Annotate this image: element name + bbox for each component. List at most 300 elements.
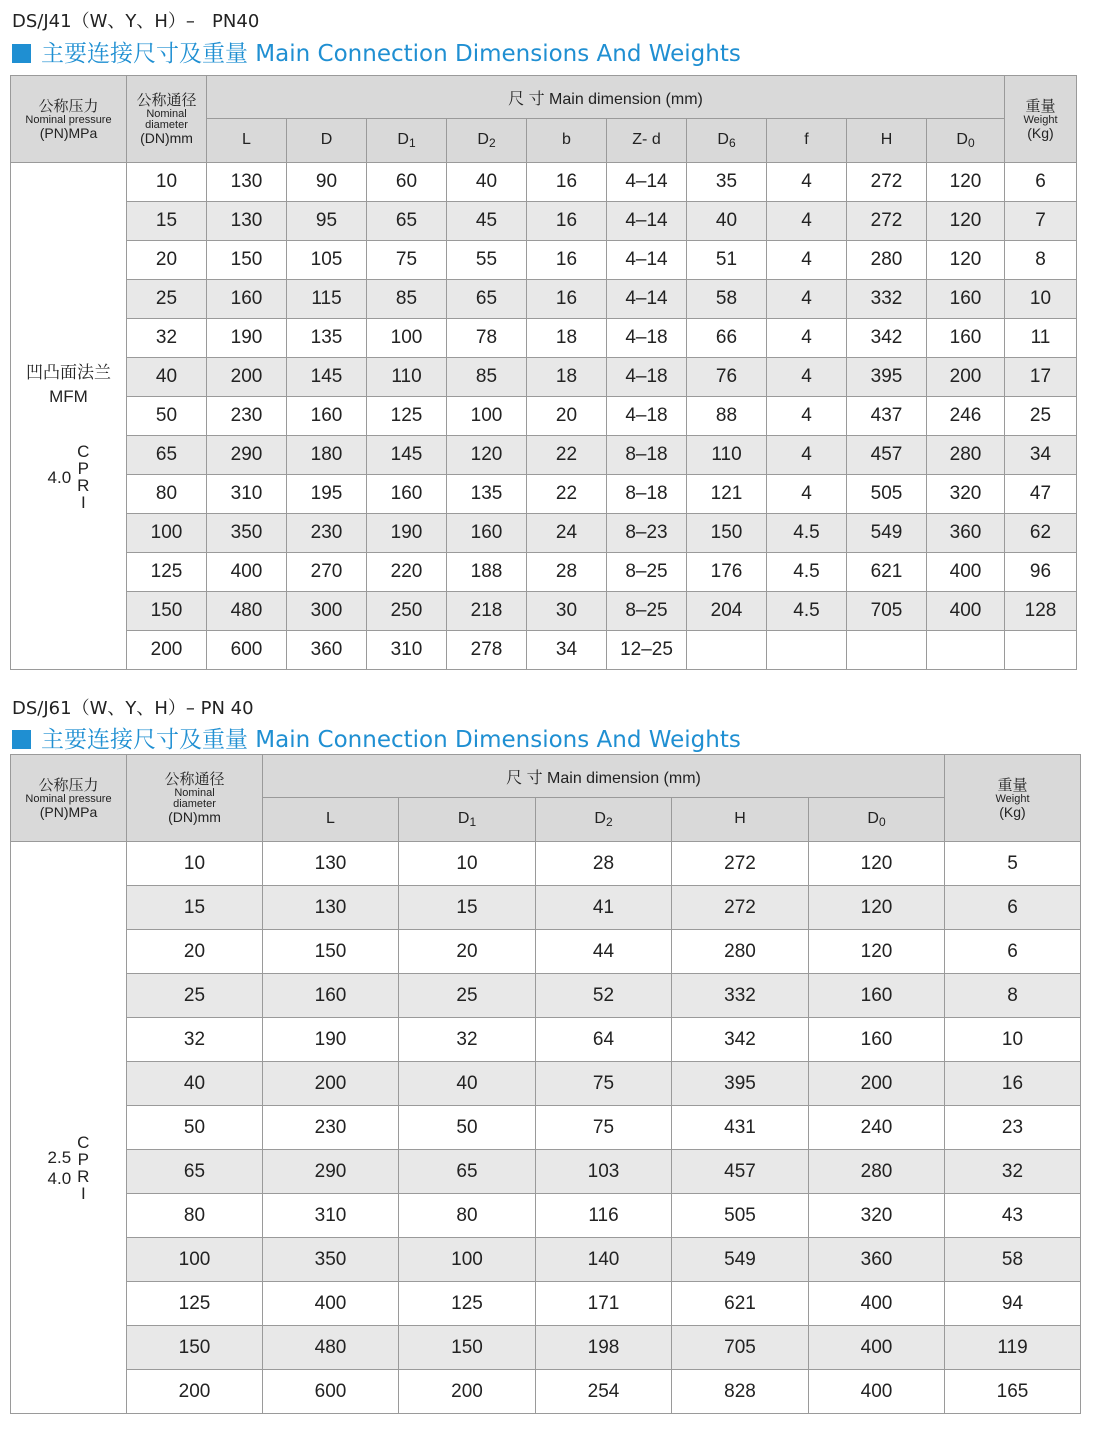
table-row [11, 1018, 1081, 1062]
column-header-subscript: 2 [488, 136, 496, 150]
table-cell: 400 [207, 553, 287, 592]
square-bullet-icon [12, 730, 31, 749]
column-header-base: L [242, 131, 251, 148]
column-header-base: f [804, 131, 809, 148]
column-header [287, 119, 367, 163]
table-row [11, 319, 1077, 358]
table-cell: 240 [809, 1106, 945, 1150]
table-cell: 342 [847, 319, 927, 358]
table-cell: 100 [399, 1238, 536, 1282]
table-cell: 160 [809, 974, 945, 1018]
column-header-base: D [867, 810, 879, 827]
table-cell: 400 [263, 1282, 399, 1326]
cpri-letter: P [77, 1149, 89, 1169]
table-cell: 34 [1005, 436, 1077, 475]
table-cell: 8–23 [607, 514, 687, 553]
table-cell: 125 [367, 397, 447, 436]
nominal-diameter-cell: 10 [127, 163, 207, 202]
nominal-diameter-cell: 32 [127, 319, 207, 358]
table-cell: 4–14 [607, 241, 687, 280]
header-main-dimension: 尺 寸 Main dimension (mm) [263, 755, 945, 798]
table-cell: 30 [527, 592, 607, 631]
table-cell: 80 [399, 1194, 536, 1238]
table-cell: 4.5 [767, 553, 847, 592]
table-cell: 20 [399, 930, 536, 974]
table-cell: 272 [672, 842, 809, 886]
header-weight: 重量 Weight (Kg) [945, 755, 1081, 842]
table-cell: 200 [927, 358, 1005, 397]
table-cell: 120 [809, 842, 945, 886]
table-cell: 22 [527, 436, 607, 475]
table-cell: 10 [1005, 280, 1077, 319]
table-cell: 18 [527, 358, 607, 397]
table-cell: 16 [527, 280, 607, 319]
column-header [447, 119, 527, 163]
column-header-subscript: 1 [408, 136, 416, 150]
table-row [11, 163, 1077, 202]
table-cell: 171 [536, 1282, 672, 1326]
table-cell: 621 [847, 553, 927, 592]
table-cell: 165 [945, 1370, 1081, 1414]
table-cell: 85 [367, 280, 447, 319]
table-cell: 4.5 [767, 514, 847, 553]
table-cell: 65 [399, 1150, 536, 1194]
table-cell: 135 [447, 475, 527, 514]
nominal-diameter-cell: 80 [127, 1194, 263, 1238]
table-cell: 272 [847, 202, 927, 241]
table-cell: 160 [367, 475, 447, 514]
table-row [11, 553, 1077, 592]
table-cell: 60 [367, 163, 447, 202]
table-cell: 705 [672, 1326, 809, 1370]
column-header [527, 119, 607, 163]
table-cell: 65 [367, 202, 447, 241]
table-cell: 160 [927, 319, 1005, 358]
table-cell: 4 [767, 358, 847, 397]
table-cell: 65 [447, 280, 527, 319]
pressure-type-cell [11, 163, 127, 670]
table-cell: 4–14 [607, 163, 687, 202]
column-header-base: D [320, 131, 333, 148]
table-cell: 4–18 [607, 319, 687, 358]
table-cell: 6 [945, 886, 1081, 930]
table-cell: 360 [927, 514, 1005, 553]
nominal-diameter-cell: 150 [127, 592, 207, 631]
table-cell: 400 [809, 1326, 945, 1370]
table-cell: 332 [847, 280, 927, 319]
flange-type-en: MFM [49, 387, 88, 406]
column-header-subscript: 2 [605, 815, 613, 829]
table-cell: 400 [809, 1370, 945, 1414]
table-cell: 121 [687, 475, 767, 514]
table-cell: 480 [207, 592, 287, 631]
header-main-dimension: 尺 寸 Main dimension (mm) [207, 76, 1005, 119]
table-cell: 160 [927, 280, 1005, 319]
table-cell: 40 [447, 163, 527, 202]
table-cell: 246 [927, 397, 1005, 436]
table-cell: 125 [399, 1282, 536, 1326]
table-cell: 4 [767, 241, 847, 280]
table-cell: 28 [527, 553, 607, 592]
table-cell: 280 [847, 241, 927, 280]
table-row [11, 592, 1077, 631]
table-cell: 94 [945, 1282, 1081, 1326]
table-cell: 50 [399, 1106, 536, 1150]
table-cell: 705 [847, 592, 927, 631]
column-header-base: b [562, 131, 571, 148]
table-cell: 100 [367, 319, 447, 358]
table-cell: 360 [809, 1238, 945, 1282]
table-cell: 145 [287, 358, 367, 397]
column-header-subscript: 6 [728, 136, 736, 150]
table-cell: 160 [263, 974, 399, 1018]
header-nominal-pressure: 公称压力 Nominal pressure (PN)MPa [11, 755, 127, 842]
table-cell: 320 [809, 1194, 945, 1238]
nominal-diameter-cell: 20 [127, 241, 207, 280]
table-cell: 180 [287, 436, 367, 475]
table-cell: 250 [367, 592, 447, 631]
table-cell: 4 [767, 475, 847, 514]
column-header [367, 119, 447, 163]
table-cell: 64 [536, 1018, 672, 1062]
table-cell: 4 [767, 397, 847, 436]
table-cell: 88 [687, 397, 767, 436]
table-cell: 600 [207, 631, 287, 670]
column-header [847, 119, 927, 163]
table-cell: 130 [207, 163, 287, 202]
table-cell: 58 [945, 1238, 1081, 1282]
table-cell: 4 [767, 280, 847, 319]
table-cell: 218 [447, 592, 527, 631]
table-cell: 85 [447, 358, 527, 397]
column-header [672, 798, 809, 842]
table-cell: 120 [809, 886, 945, 930]
table-cell: 4 [767, 202, 847, 241]
nominal-diameter-cell: 25 [127, 280, 207, 319]
table-cell: 195 [287, 475, 367, 514]
nominal-diameter-cell: 80 [127, 475, 207, 514]
table-cell: 272 [672, 886, 809, 930]
table-cell: 272 [847, 163, 927, 202]
table-cell: 58 [687, 280, 767, 319]
section1-code: DS/J41（W、Y、H）– PN40 [12, 11, 260, 32]
table-cell: 457 [847, 436, 927, 475]
nominal-diameter-cell: 15 [127, 202, 207, 241]
table-cell: 600 [263, 1370, 399, 1414]
table-row [11, 514, 1077, 553]
column-header [809, 798, 945, 842]
nominal-diameter-cell: 20 [127, 930, 263, 974]
table-row [11, 1062, 1081, 1106]
cpri-letter: I [80, 1183, 86, 1203]
table-cell: 120 [927, 202, 1005, 241]
table-row [11, 1282, 1081, 1326]
table-cell: 457 [672, 1150, 809, 1194]
dimensions-table-j41 [10, 75, 1077, 670]
cpri-letter: R [77, 1166, 90, 1186]
table-cell: 16 [527, 163, 607, 202]
column-header [207, 119, 287, 163]
nominal-diameter-cell: 25 [127, 974, 263, 1018]
table-cell: 8 [1005, 241, 1077, 280]
table-cell: 176 [687, 553, 767, 592]
table-row [11, 842, 1081, 886]
table-cell [767, 631, 847, 670]
table-cell: 350 [207, 514, 287, 553]
column-header-base: H [880, 131, 893, 148]
nominal-diameter-cell: 15 [127, 886, 263, 930]
table-cell: 23 [945, 1106, 1081, 1150]
table-cell: 200 [399, 1370, 536, 1414]
table-cell: 160 [809, 1018, 945, 1062]
column-header [536, 798, 672, 842]
table-cell: 400 [927, 592, 1005, 631]
table-cell: 120 [927, 241, 1005, 280]
table-cell: 400 [927, 553, 1005, 592]
column-header-base: D [477, 131, 489, 148]
nominal-diameter-cell: 65 [127, 1150, 263, 1194]
table-cell: 130 [207, 202, 287, 241]
table-cell: 22 [527, 475, 607, 514]
column-header [687, 119, 767, 163]
section2-title [12, 721, 741, 754]
table-cell: 4–18 [607, 397, 687, 436]
column-header-base: L [326, 810, 335, 827]
column-header-base: D [717, 131, 729, 148]
header-nominal-pressure: 公称压力 Nominal pressure (PN)MPa [11, 76, 127, 163]
table-cell: 4–14 [607, 280, 687, 319]
table-cell: 96 [1005, 553, 1077, 592]
table-cell: 150 [263, 930, 399, 974]
table-cell: 190 [367, 514, 447, 553]
table-cell: 505 [847, 475, 927, 514]
table-cell: 10 [945, 1018, 1081, 1062]
table-cell: 400 [809, 1282, 945, 1326]
column-header-subscript: 1 [469, 815, 477, 829]
table-cell: 32 [399, 1018, 536, 1062]
column-header-base: Z- d [632, 131, 661, 148]
table-cell: 75 [536, 1106, 672, 1150]
table-cell: 828 [672, 1370, 809, 1414]
table-cell: 66 [687, 319, 767, 358]
table-row [11, 930, 1081, 974]
table-cell: 6 [945, 930, 1081, 974]
table-cell: 15 [399, 886, 536, 930]
table-cell: 40 [399, 1062, 536, 1106]
table-cell: 280 [809, 1150, 945, 1194]
table-cell: 16 [527, 202, 607, 241]
header-nominal-diameter: 公称通径 Nominal diameter (DN)mm [127, 76, 207, 163]
nominal-diameter-cell: 100 [127, 1238, 263, 1282]
column-header-base: D [956, 131, 968, 148]
table-cell: 4 [767, 436, 847, 475]
table-cell: 290 [263, 1150, 399, 1194]
cpri-letter: P [77, 459, 89, 478]
table-cell: 76 [687, 358, 767, 397]
table-cell [847, 631, 927, 670]
column-header [399, 798, 536, 842]
table-cell: 45 [447, 202, 527, 241]
table-cell: 342 [672, 1018, 809, 1062]
table-cell: 350 [263, 1238, 399, 1282]
column-header-base: H [734, 810, 746, 827]
table-row [11, 1326, 1081, 1370]
table-cell: 4 [767, 163, 847, 202]
table-cell: 5 [945, 842, 1081, 886]
table-cell: 103 [536, 1150, 672, 1194]
table-row [11, 475, 1077, 514]
table-cell: 35 [687, 163, 767, 202]
table-cell: 150 [207, 241, 287, 280]
table-cell: 10 [399, 842, 536, 886]
table-cell: 116 [536, 1194, 672, 1238]
nominal-diameter-cell: 125 [127, 1282, 263, 1326]
table-cell: 25 [1005, 397, 1077, 436]
table-row [11, 1238, 1081, 1282]
table-cell: 130 [263, 886, 399, 930]
table-cell: 310 [367, 631, 447, 670]
table-cell: 6 [1005, 163, 1077, 202]
section1-title-text: 主要连接尺寸及重量 Main Connection Dimensions And Weights [41, 41, 741, 67]
table-cell: 270 [287, 553, 367, 592]
table-cell: 160 [207, 280, 287, 319]
table-cell: 8–25 [607, 592, 687, 631]
table-cell: 95 [287, 202, 367, 241]
column-header [263, 798, 399, 842]
table-cell: 41 [536, 886, 672, 930]
table-cell: 4–14 [607, 202, 687, 241]
table-cell: 110 [687, 436, 767, 475]
table-cell: 360 [287, 631, 367, 670]
table-cell: 20 [527, 397, 607, 436]
table-row [11, 1194, 1081, 1238]
table-cell: 150 [687, 514, 767, 553]
cpri-letter: I [80, 493, 86, 512]
table-cell: 18 [527, 319, 607, 358]
table-cell: 198 [536, 1326, 672, 1370]
table-cell [687, 631, 767, 670]
table-cell: 52 [536, 974, 672, 1018]
table-cell: 204 [687, 592, 767, 631]
table-cell: 17 [1005, 358, 1077, 397]
table-cell: 75 [367, 241, 447, 280]
pressure-values [11, 443, 126, 511]
column-header-base: D [397, 131, 409, 148]
nominal-diameter-cell: 65 [127, 436, 207, 475]
table-cell: 78 [447, 319, 527, 358]
table-row [11, 241, 1077, 280]
cpri-letter: C [77, 1132, 90, 1152]
table-row [11, 202, 1077, 241]
cpri-letter: C [77, 442, 90, 461]
table-cell: 12–25 [607, 631, 687, 670]
table-cell: 90 [287, 163, 367, 202]
table-cell: 119 [945, 1326, 1081, 1370]
table-cell: 115 [287, 280, 367, 319]
table-cell: 621 [672, 1282, 809, 1326]
table-cell: 160 [447, 514, 527, 553]
table-cell: 278 [447, 631, 527, 670]
table-cell: 140 [536, 1238, 672, 1282]
table-row [11, 1370, 1081, 1414]
table-cell: 120 [809, 930, 945, 974]
table-cell: 62 [1005, 514, 1077, 553]
dimensions-table-j61 [10, 754, 1081, 1414]
pressure-value: 4.0 [47, 467, 72, 487]
column-header-subscript: 0 [967, 136, 975, 150]
table-row [11, 436, 1077, 475]
table-cell: 505 [672, 1194, 809, 1238]
table-cell: 4 [767, 319, 847, 358]
table-row [11, 631, 1077, 670]
table-cell: 395 [672, 1062, 809, 1106]
nominal-diameter-cell: 50 [127, 397, 207, 436]
table-cell: 32 [945, 1150, 1081, 1194]
cpri-letter: R [77, 476, 90, 495]
nominal-diameter-cell: 100 [127, 514, 207, 553]
nominal-diameter-cell: 10 [127, 842, 263, 886]
table-cell: 254 [536, 1370, 672, 1414]
table-cell: 16 [945, 1062, 1081, 1106]
table-row [11, 1150, 1081, 1194]
table-cell: 480 [263, 1326, 399, 1370]
nominal-diameter-cell: 32 [127, 1018, 263, 1062]
table-cell: 8–18 [607, 475, 687, 514]
table-cell: 44 [536, 930, 672, 974]
table-cell: 332 [672, 974, 809, 1018]
table-cell: 549 [672, 1238, 809, 1282]
table-cell: 34 [527, 631, 607, 670]
table-cell: 8–25 [607, 553, 687, 592]
square-bullet-icon [12, 44, 31, 63]
table-cell: 431 [672, 1106, 809, 1150]
table-row [11, 358, 1077, 397]
table-row [11, 397, 1077, 436]
table-cell: 190 [207, 319, 287, 358]
table-cell: 280 [672, 930, 809, 974]
table-cell: 128 [1005, 592, 1077, 631]
table-cell: 549 [847, 514, 927, 553]
header-weight: 重量 Weight (Kg) [1005, 76, 1077, 163]
table-cell: 200 [263, 1062, 399, 1106]
flange-type-zh: 凹凸面法兰 [26, 363, 111, 382]
table-cell: 8–18 [607, 436, 687, 475]
table-cell: 4–18 [607, 358, 687, 397]
table-cell: 11 [1005, 319, 1077, 358]
nominal-diameter-cell: 40 [127, 358, 207, 397]
table-cell: 145 [367, 436, 447, 475]
table-cell: 25 [399, 974, 536, 1018]
table-cell: 47 [1005, 475, 1077, 514]
table-cell: 230 [207, 397, 287, 436]
table-cell: 190 [263, 1018, 399, 1062]
nominal-diameter-cell: 125 [127, 553, 207, 592]
table-cell: 160 [287, 397, 367, 436]
table-cell: 230 [263, 1106, 399, 1150]
table-row [11, 886, 1081, 930]
table-cell: 16 [527, 241, 607, 280]
column-header-base: D [594, 810, 606, 827]
column-header [927, 119, 1005, 163]
table-cell: 28 [536, 842, 672, 886]
table-cell: 150 [399, 1326, 536, 1370]
table-row [11, 974, 1081, 1018]
table-cell: 200 [809, 1062, 945, 1106]
table-cell: 40 [687, 202, 767, 241]
table-cell: 24 [527, 514, 607, 553]
table-cell: 7 [1005, 202, 1077, 241]
table-cell: 310 [207, 475, 287, 514]
